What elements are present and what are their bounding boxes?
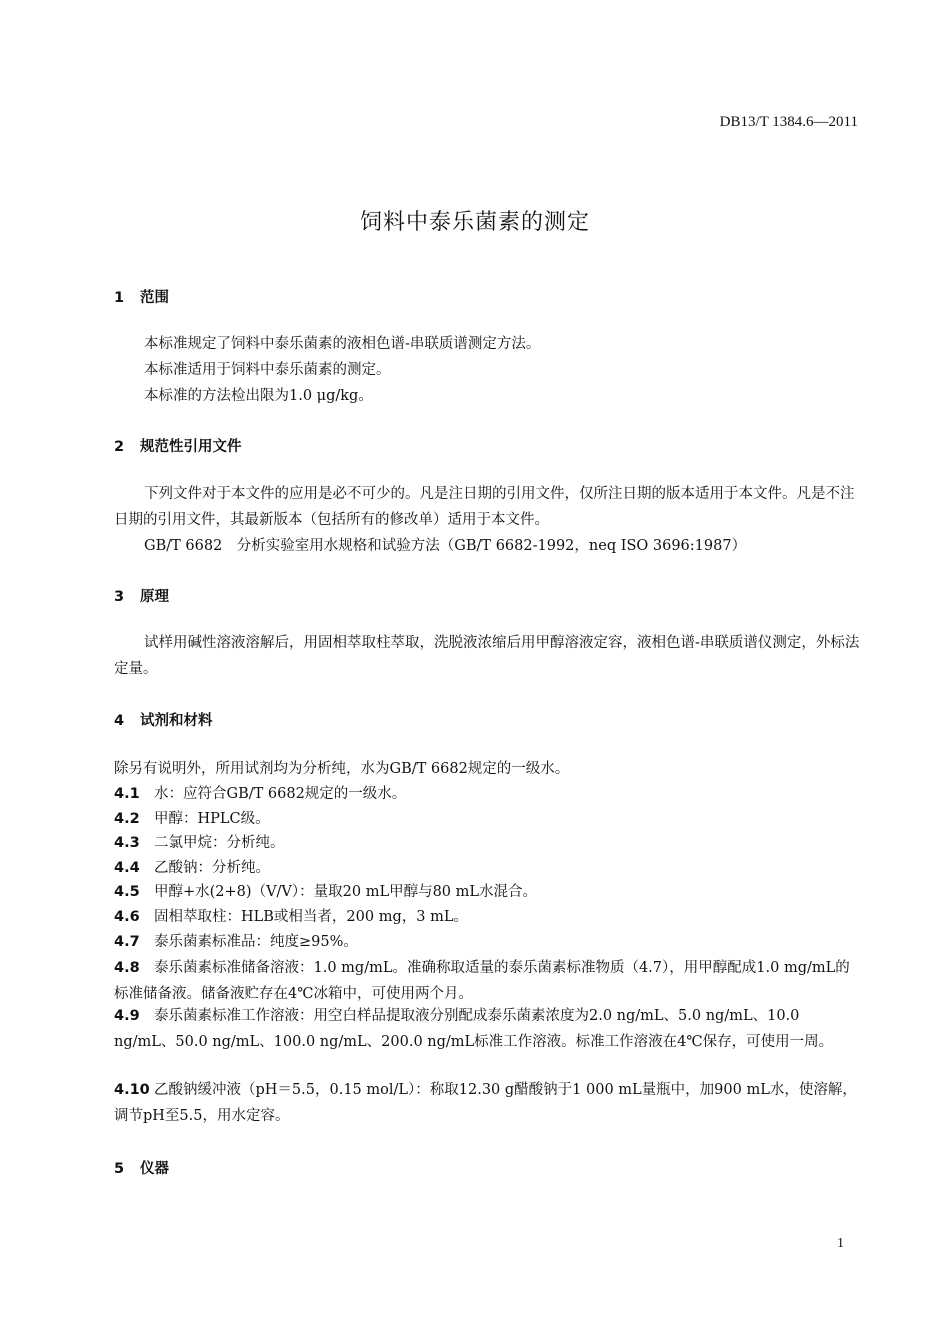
- section-heading-normative-references: [114, 435, 242, 456]
- reagents-intro-text: 除另有说明外，所用试剂均为分析纯，水为GB/T 6682规定的一级水。: [114, 761, 570, 777]
- item-text: 二氯甲烷：分析纯。: [154, 835, 285, 851]
- reagent-item: [114, 781, 860, 807]
- section-number: 1: [114, 290, 125, 306]
- section-title: 原理: [140, 589, 169, 605]
- section-heading-reagents: [114, 709, 213, 730]
- page-number: 1: [837, 1236, 844, 1251]
- reagent-item: [114, 806, 860, 832]
- reagent-item: [114, 904, 860, 930]
- section-title: 试剂和材料: [140, 713, 213, 729]
- item-number: 4.4: [114, 860, 140, 876]
- section-number: 3: [114, 589, 125, 605]
- section-title: 范围: [140, 290, 169, 306]
- reference-entry: GB/T 6682 分析实验室用水规格和试验方法（GB/T 6682-1992，neq ISO 3696:1987）: [144, 538, 747, 554]
- section-heading-instruments: [114, 1157, 169, 1178]
- reagent-item: [114, 830, 860, 856]
- references-text: 下列文件对于本文件的应用是必不可少的。凡是注日期的引用文件，仅所注日期的版本适用于本文件。凡是不注日期的引用文件，其最新版本（包括所有的修改单）适用于本文件。: [114, 486, 855, 528]
- item-text: 泰乐菌素标准储备溶液：1.0 mg/mL。准确称取适量的泰乐菌素标准物质（4.7），用甲醇配成1.0 mg/mL的标准储备液。储备液贮存在4℃冰箱中，可使用两个月。: [114, 960, 850, 1002]
- section-title: 规范性引用文件: [140, 439, 242, 455]
- item-number: 4.1: [114, 786, 140, 802]
- section-title: 仪器: [140, 1161, 169, 1177]
- section-number: 4: [114, 713, 125, 729]
- principle-text: 试样用碱性溶液溶解后，用固相萃取柱萃取，洗脱液浓缩后用甲醇溶液定容，液相色谱-串联质谱仪测定，外标法定量。: [114, 635, 860, 677]
- item-text: 甲醇+水(2+8)（V/V）：量取20 mL甲醇与80 mL水混合。: [154, 884, 538, 900]
- reagent-item: [114, 1003, 860, 1055]
- scope-line: 本标准适用于饲料中泰乐菌素的测定。: [144, 362, 391, 378]
- section-heading-principle: [114, 585, 169, 606]
- item-number: 4.6: [114, 909, 140, 925]
- section-number: 2: [114, 439, 125, 455]
- item-text: 泰乐菌素标准工作溶液：用空白样品提取液分别配成泰乐菌素浓度为2.0 ng/mL、5.0 ng/mL、10.0 ng/mL、50.0 ng/mL、100.0 ng/mL、200.0 ng/mL标准工作溶液。标准工作溶液在4℃保存，可使用一周。: [114, 1008, 834, 1050]
- item-text: 固相萃取柱：HLB或相当者，200 mg，3 mL。: [154, 909, 468, 925]
- principle-paragraph: [114, 630, 860, 682]
- item-number: 4.7: [114, 934, 140, 950]
- scope-line: 本标准规定了饲料中泰乐菌素的液相色谱-串联质谱测定方法。: [144, 336, 541, 352]
- document-code: DB13/T 1384.6—2011: [719, 114, 858, 130]
- reagent-item: [114, 929, 860, 955]
- scope-line: 本标准的方法检出限为1.0 μg/kg。: [144, 388, 373, 404]
- reagent-item: [114, 1077, 860, 1129]
- section-number: 5: [114, 1161, 125, 1177]
- page-title: 饲料中泰乐菌素的测定: [359, 210, 590, 235]
- reagent-item: [114, 955, 860, 1007]
- item-number: 4.10: [114, 1082, 150, 1098]
- item-number: 4.2: [114, 811, 140, 827]
- item-number: 4.3: [114, 835, 140, 851]
- references-paragraph: [114, 481, 860, 559]
- item-text: 乙酸钠：分析纯。: [154, 860, 270, 876]
- item-number: 4.9: [114, 1008, 140, 1024]
- item-text: 甲醇：HPLC级。: [154, 811, 270, 827]
- item-number: 4.8: [114, 960, 140, 976]
- scope-paragraph: [114, 331, 860, 409]
- reagent-item: [114, 879, 860, 905]
- item-text: 乙酸钠缓冲液（pH＝5.5，0.15 mol/L）：称取12.30 g醋酸钠于1 000 mL量瓶中，加900 mL水，使溶解，调节pH至5.5，用水定容。: [114, 1082, 857, 1124]
- reagents-intro: [114, 756, 860, 782]
- item-text: 水：应符合GB/T 6682规定的一级水。: [154, 786, 407, 802]
- section-heading-scope: [114, 286, 169, 307]
- item-text: 泰乐菌素标准品：纯度≥95%。: [154, 934, 358, 950]
- reagent-item: [114, 855, 860, 881]
- item-number: 4.5: [114, 884, 140, 900]
